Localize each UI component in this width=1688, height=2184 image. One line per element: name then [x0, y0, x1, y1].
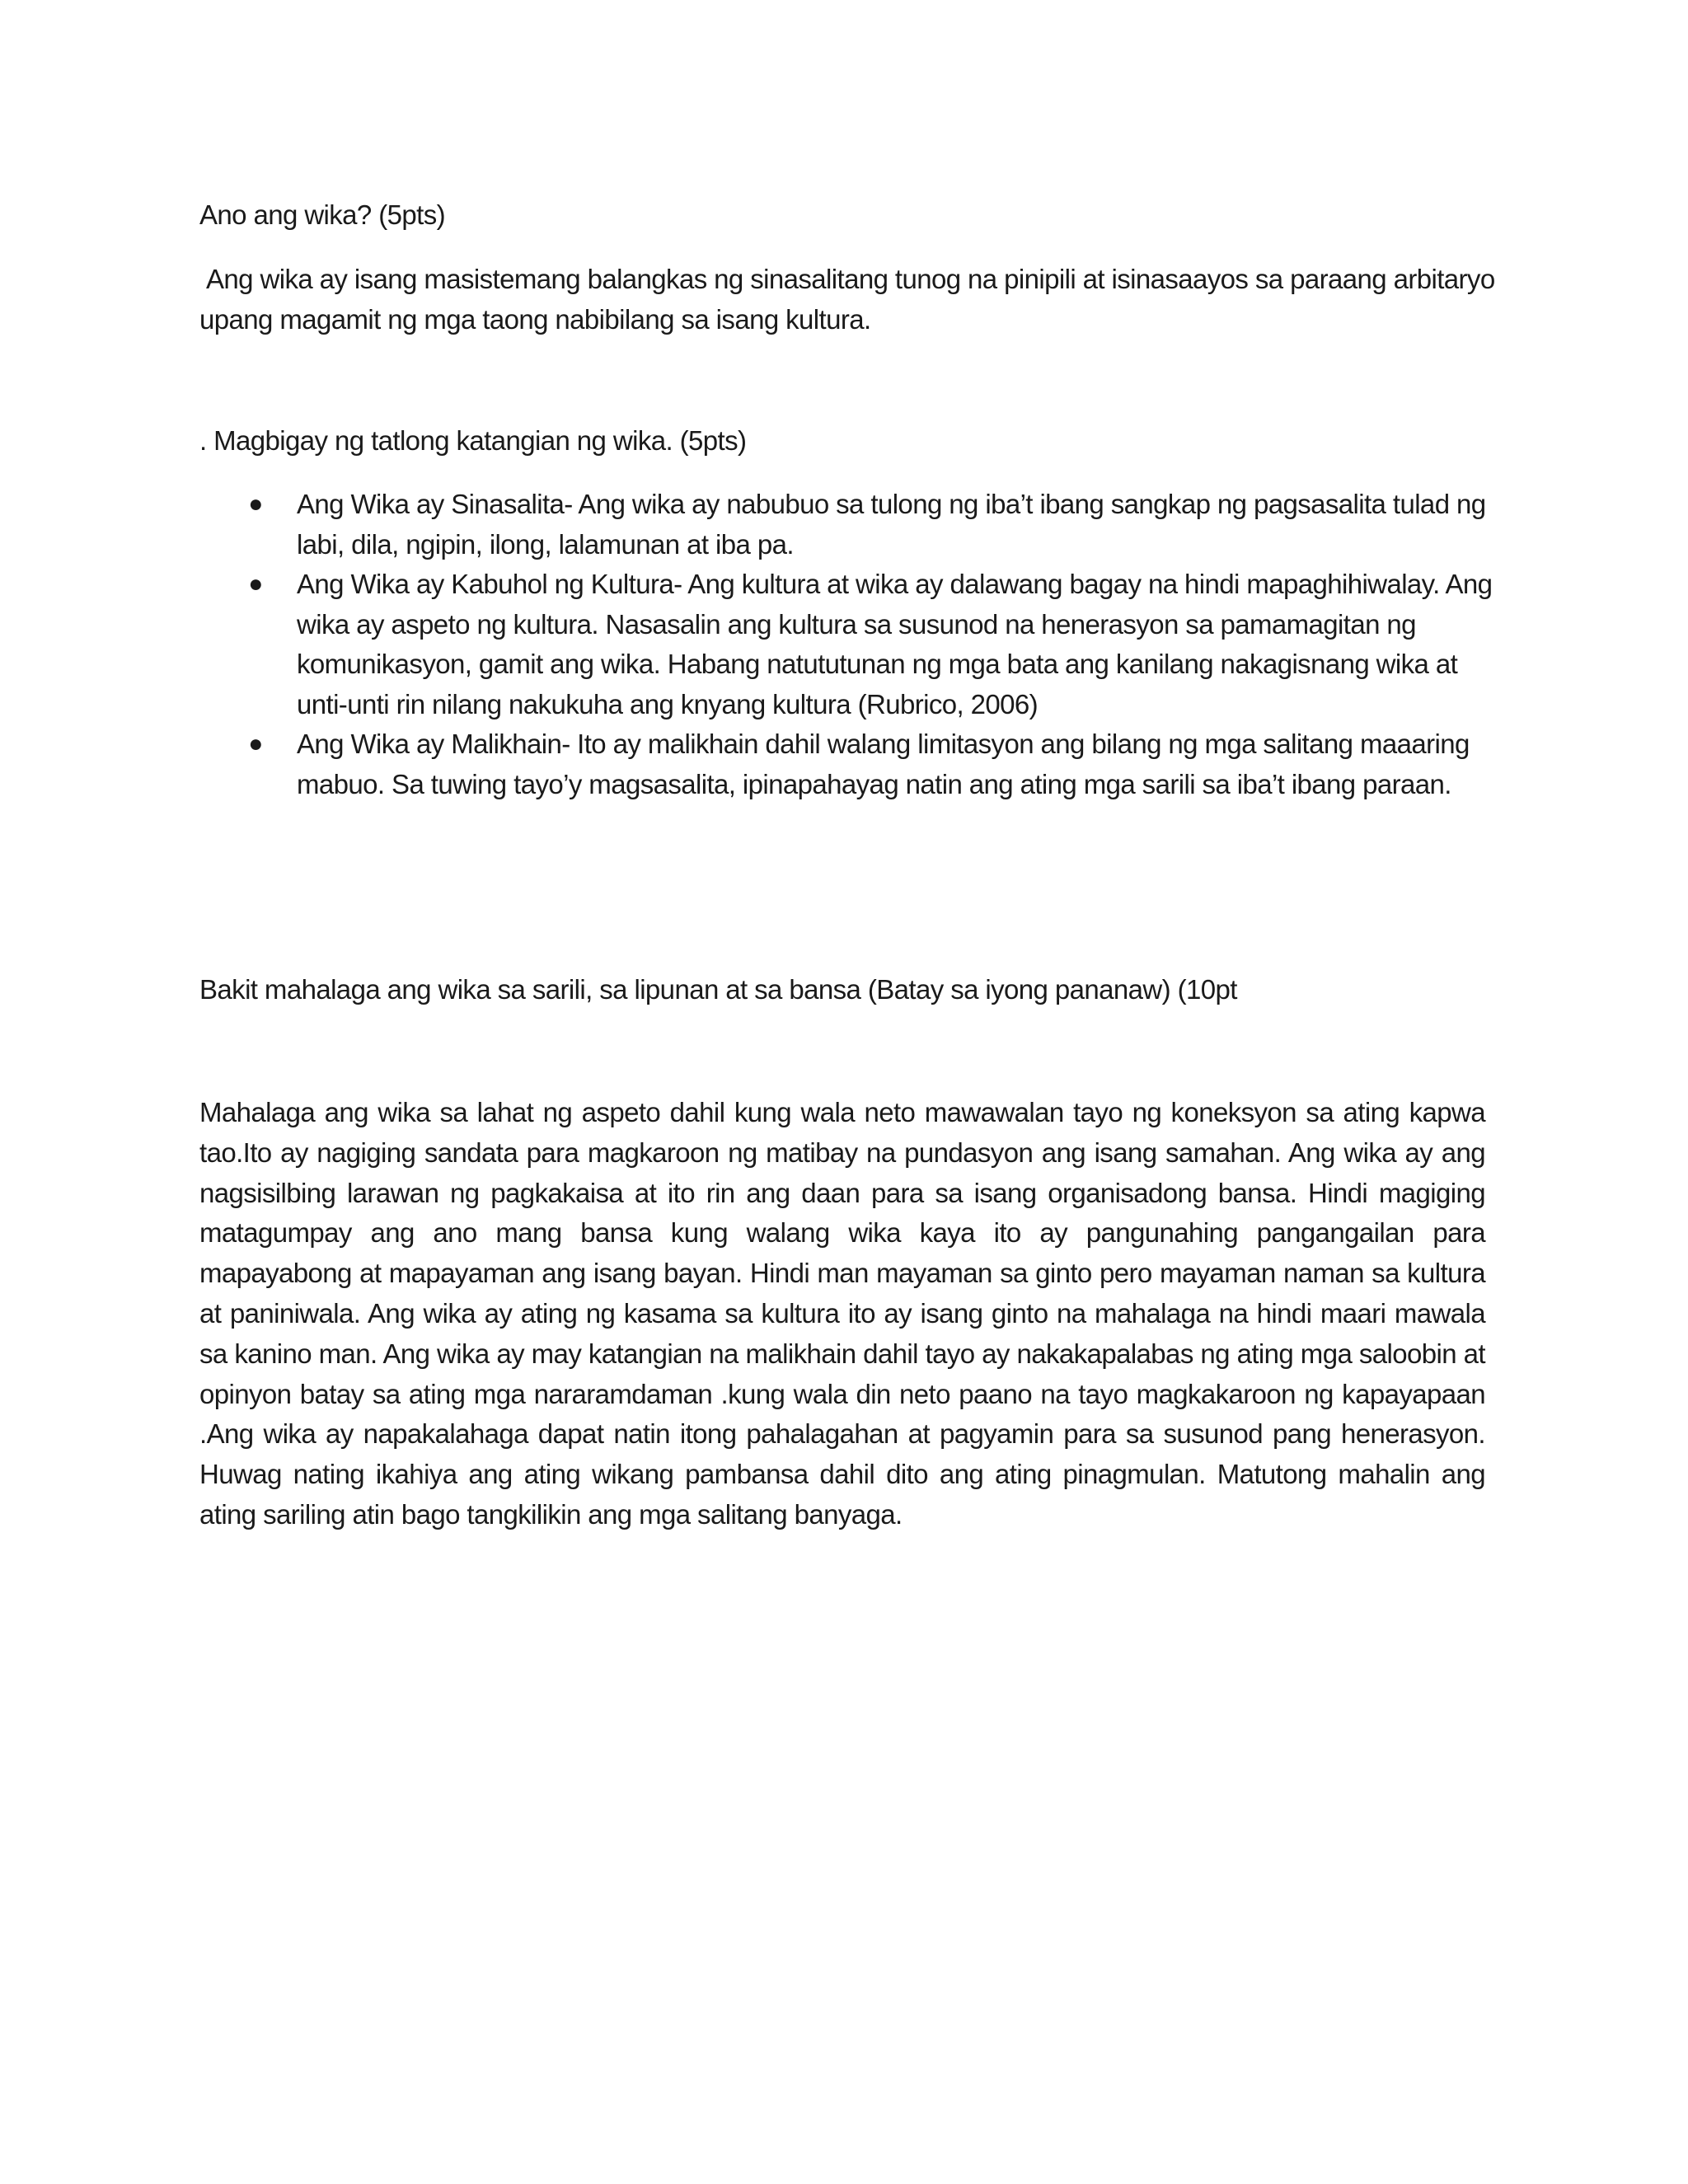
- question-1: Ano ang wika? (5pts): [199, 199, 446, 230]
- bullet-icon: ●: [248, 490, 263, 518]
- characteristics-list: [199, 485, 1502, 804]
- answer-1: Ang wika ay isang masistemang balangkas ng sinasalitang tunog na pinipili at isinasaayos sa paraang arbitaryo upang magamit ng mga taong nabibilang sa isang kultura.: [199, 264, 1495, 335]
- bullet-icon: ●: [248, 730, 263, 757]
- question-2: . Magbigay ng tatlong katangian ng wika. (5pts): [199, 425, 747, 456]
- list-item: [199, 485, 1502, 565]
- answer-3: Mahalaga ang wika sa lahat ng aspeto dahil kung wala neto mawawalan tayo ng koneksyon sa ating kapwa tao.Ito ay nagiging sandata para magkaroon ng matibay na pundasyon ang isang samahan. Ang wika ay ang nagsisilbing larawan ng pagkakaisa at ito rin ang daan para sa isang organisadong bansa. Hindi magiging matagumpay ang ano mang bansa kung walang wika kaya ito ay pangunahing pangangailan para mapayabong at mapayaman ang isang bayan. Hindi man mayaman sa ginto pero mayaman naman sa kultura at paniniwala. Ang wika ay ating ng kasama sa kultura ito ay isang ginto na mahalaga na hindi maari mawala sa kanino man. Ang wika ay may katangian na malikhain dahil tayo ay nakakapalabas ng ating mga saloobin at opinyon batay sa ating mga nararamdaman .kung wala din neto paano na tayo magkakaroon ng kapayapaan .Ang wika ay napakalahaga dapat natin itong pahalagahan at pagyamin para sa susunod pang henerasyon. Huwag nating ikahiya ang ating wikang pambansa dahil dito ang ating pinagmulan. Matutong mahalin ang ating sariling atin bago tangkilikin ang mga salitang banyaga.: [199, 1097, 1485, 1530]
- list-item-text: Ang Wika ay Malikhain- Ito ay malikhain dahil walang limitasyon ang bilang ng mga salitang maaaring mabuo. Sa tuwing tayo’y magsasalita, ipinapahayag natin ang ating mga sarili sa iba’t ibang paraan.: [297, 729, 1470, 799]
- list-item: [199, 724, 1502, 804]
- bullet-icon: ●: [248, 570, 263, 598]
- list-item-text: Ang Wika ay Sinasalita- Ang wika ay nabubuo sa tulong ng iba’t ibang sangkap ng pagsasalita tulad ng labi, dila, ngipin, ilong, lalamunan at iba pa.: [297, 489, 1486, 560]
- list-item-text: Ang Wika ay Kabuhol ng Kultura- Ang kultura at wika ay dalawang bagay na hindi mapaghihiwalay. Ang wika ay aspeto ng kultura. Nasasalin ang kultura sa susunod na henerasyon sa pamamagitan ng komunikasyon, gamit ang wika. Habang natututunan ng mga bata ang kanilang nakagisnang wika at unti-unti rin nilang nakukuha ang knyang kultura (Rubrico, 2006): [297, 569, 1493, 719]
- question-3: Bakit mahalaga ang wika sa sarili, sa lipunan at sa bansa (Batay sa iyong pananaw) (10pt: [199, 974, 1237, 1005]
- list-item: [199, 565, 1502, 724]
